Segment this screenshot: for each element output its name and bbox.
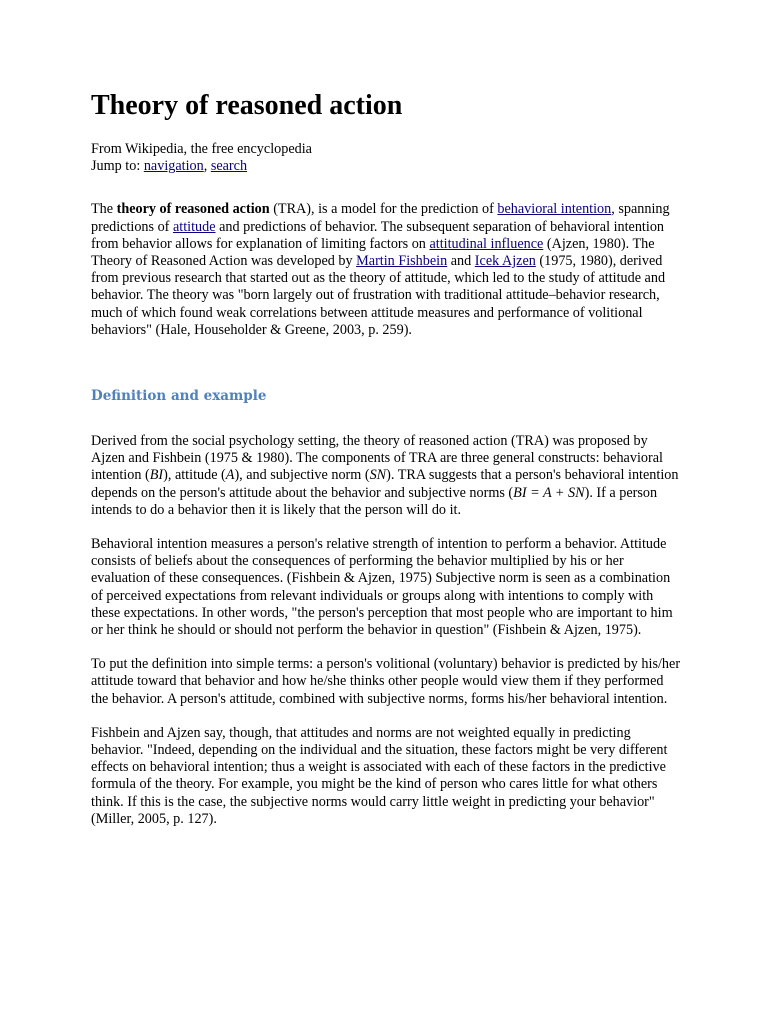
intro-paragraph [91,201,681,339]
definition-paragraph-2: Behavioral intention measures a person's relative strength of intention to perform a behavior. Attitude consists of beliefs about the consequences of performing the behavior multiplied by his or her evaluation of these consequences. (Fishbein & Ajzen, 1975) Subjective norm is seen as a combination of perceived expectations from relevant individuals or groups along with intentions to comply with these expectations. In other words, "the person's perception that most people who are important to him or her think he should or should not perform the behavior in question" (Fishbein & Ajzen, 1975). [91,536,673,639]
intro-text-6: and [447,253,475,270]
def1-italic-a: A [225,467,235,484]
navigation-link[interactable]: navigation [143,158,204,175]
martin-fishbein-link[interactable]: Martin Fishbein [356,253,448,270]
icek-ajzen-link[interactable]: Icek Ajzen [474,253,536,270]
definition-paragraph-4: Fishbein and Ajzen say, though, that attitudes and norms are not weighted equally in predicting behavior. "Indeed, depending on the individual and the situation, these factors might be very different effects on behavioral intention; thus a weight is associated with each of these factors in the predictive formula of the theory. For example, you might be the kind of person who cares little for what others think. If this is the case, the subjective norms would carry little weight in predicting your behavior" (Miller, 2005, p. 127). [91,724,668,827]
attitude-link[interactable]: attitude [172,218,216,235]
search-link[interactable]: search [210,158,248,175]
definition-paragraph-3: To put the definition into simple terms: a person's volitional (voluntary) behavior is predicted by his/her attitude toward that behavior and how he/she thinks other people would view them if they performed the behavior. A person's attitude, combined with subjective norms, forms his/her behavioral intention. [91,656,681,707]
attitudinal-influence-link[interactable]: attitudinal influence [429,235,544,252]
intro-text-4: and predictions of behavior. The subsequent separation of behavioral intention from behavior allows for explanation of limiting factors on [91,218,665,252]
def1-text-2: ), attitude ( [163,467,226,484]
from-line: From Wikipedia, the free encyclopedia [91,141,312,157]
intro-bold-term: theory of reasoned action [116,201,270,218]
page-title: Theory of reasoned action [91,90,403,121]
def1-text-1: Derived from the social psychology setting, the theory of reasoned action (TRA) was proposed by Ajzen and Fishbein (1975 & 1980). The components of TRA are three general constructs: behavioral intention ( [91,433,663,484]
intro-text-5: (Ajzen, 1980). The Theory of Reasoned Action was developed by [91,235,655,270]
jump-separator: , [203,158,211,175]
def1-text-5: ). If a person intends to do a behavior then it is likely that the person will do it. [91,484,658,518]
jump-prefix: Jump to: [91,158,144,175]
def1-text-3: ), and subjective norm ( [234,467,370,484]
intro-text-1: The [91,201,117,218]
def1-italic-formula: BI = A + SN [513,484,585,501]
article-subtitle [91,141,681,175]
section-heading-definition: Definition and example [91,388,267,405]
def1-italic-sn: SN [369,467,387,484]
definition-paragraph-1 [91,433,681,519]
article [91,88,681,828]
intro-text-7: (1975, 1980), derived from previous research that started out as the theory of attitude, which led to the study of attitude and behavior. The theory was "born largely out of frustration with traditional attitude–behavior research, much of which found weak correlations between attitude measures and performance of volitional behaviors" (Hale, Householder & Greene, 2003, p. 259). [91,253,666,338]
behavioral-intention-link[interactable]: behavioral intention [497,201,612,218]
intro-text-2: (TRA), is a model for the prediction of [269,201,498,218]
intro-text-3: , spanning predictions of [91,201,670,235]
def1-text-4: ). TRA suggests that a person's behavioral intention depends on the person's attitude about the behavior and subjective norms ( [91,467,679,501]
jump-to-line [91,158,681,175]
def1-italic-bi: BI [149,467,164,484]
